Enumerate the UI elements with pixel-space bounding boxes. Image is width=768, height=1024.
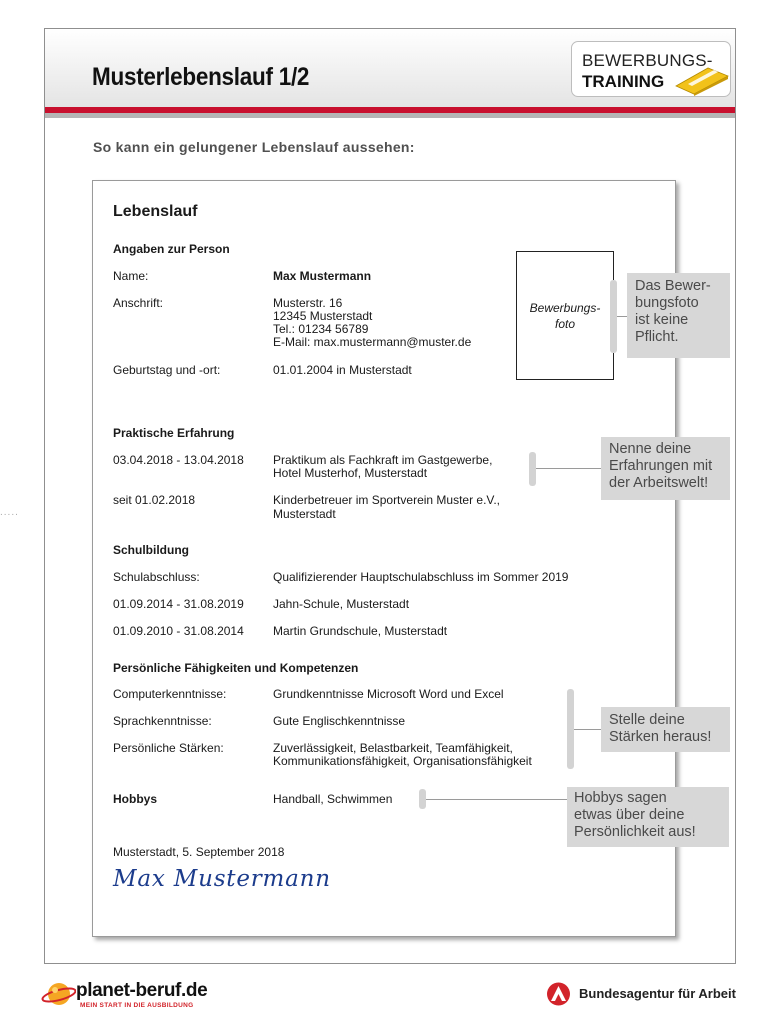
- note-connector-strengths: [574, 729, 601, 730]
- planet-beruf-logo: [40, 978, 240, 1010]
- note-line: Pflicht.: [635, 329, 679, 345]
- note-hobbies: [567, 787, 729, 847]
- note-strengths: [601, 707, 730, 752]
- note-line: bungsfoto: [635, 295, 699, 311]
- note-line: ist keine: [635, 312, 689, 328]
- school-value: Jahn-Schule, Musterstadt: [273, 597, 410, 611]
- note-line: Erfahrungen mit: [609, 458, 713, 474]
- hobbies-label: Hobbys: [113, 792, 158, 806]
- birth-value: 01.01.2004 in Musterstadt: [273, 363, 412, 377]
- address-label: Anschrift:: [113, 296, 164, 310]
- experience-description: Hotel Musterhof, Musterstadt: [273, 466, 428, 480]
- cv-title: Lebenslauf: [113, 203, 198, 220]
- bundesagentur-name: Bundesagentur für Arbeit: [579, 986, 736, 1001]
- logo-line-1: BEWERBUNGS-: [582, 51, 713, 70]
- margin-dots: .....: [0, 507, 19, 518]
- experience-date: 03.04.2018 - 13.04.2018: [113, 453, 244, 467]
- computer-skills-label: Computerkenntnisse:: [113, 687, 227, 701]
- computer-skills-value: Grundkenntnisse Microsoft Word und Excel: [273, 687, 504, 701]
- planet-beruf-name: planet-beruf.de: [76, 980, 208, 1001]
- note-experience: [601, 437, 730, 500]
- section-heading-experience: Praktische Erfahrung: [113, 426, 235, 440]
- place-date: Musterstadt, 5. September 2018: [113, 845, 285, 859]
- birth-label: Geburtstag und -ort:: [113, 363, 221, 377]
- school-value: Martin Grundschule, Musterstadt: [273, 624, 448, 638]
- experience-date: seit 01.02.2018: [113, 493, 196, 507]
- intro-text: So kann ein gelungener Lebenslauf aussehen:: [93, 139, 415, 155]
- note-bracket-experience: [529, 452, 536, 486]
- hobbies-value: Handball, Schwimmen: [273, 792, 393, 806]
- name-label: Name:: [113, 269, 149, 283]
- note-line: Hobbys sagen: [574, 790, 667, 806]
- note-line: Persönlichkeit aus!: [574, 824, 696, 840]
- note-line: etwas über deine: [574, 807, 685, 823]
- strengths-value: Zuverlässigkeit, Belastbarkeit, Teamfähigkeit,: [273, 741, 513, 755]
- header-grey-stripe: [45, 113, 735, 118]
- name-value: Max Mustermann: [273, 269, 372, 283]
- section-heading-skills: Persönliche Fähigkeiten und Kompetenzen: [113, 661, 359, 675]
- note-line: der Arbeitswelt!: [609, 475, 709, 491]
- address-line: Musterstr. 16: [273, 296, 343, 310]
- bundesagentur-icon: [545, 982, 572, 1006]
- phone-line: Tel.: 01234 56789: [273, 322, 369, 336]
- note-bracket-photo: [610, 280, 617, 353]
- note-bracket-hobbies: [419, 789, 426, 809]
- notepad-icon: [672, 64, 730, 96]
- planet-beruf-tagline: MEIN START IN DIE AUSBILDUNG: [80, 1002, 194, 1009]
- photo-label-line: foto: [554, 317, 575, 331]
- note-connector-photo: [617, 316, 627, 317]
- language-skills-value: Gute Englischkenntnisse: [273, 714, 406, 728]
- photo-label-line: Bewerbungs-: [529, 301, 601, 315]
- section-heading-school: Schulbildung: [113, 543, 189, 557]
- strengths-value: Kommunikationsfähigkeit, Organisationsfähigkeit: [273, 754, 532, 768]
- section-heading-person: Angaben zur Person: [113, 242, 230, 256]
- note-photo: [627, 273, 730, 358]
- note-connector-experience: [536, 468, 601, 469]
- note-line: Nenne deine: [609, 441, 692, 457]
- school-label: 01.09.2014 - 31.08.2019: [113, 597, 244, 611]
- note-connector-hobbies: [426, 799, 567, 800]
- experience-description: Praktikum als Fachkraft im Gastgewerbe,: [273, 453, 493, 467]
- language-skills-label: Sprachkenntnisse:: [113, 714, 212, 728]
- bewerbungstraining-logo: [571, 41, 731, 97]
- page-title: Musterlebenslauf 1/2: [92, 63, 310, 91]
- school-value: Qualifizierender Hauptschulabschluss im Sommer 2019: [273, 570, 569, 584]
- experience-description: Musterstadt: [273, 507, 336, 521]
- address-line: 12345 Musterstadt: [273, 309, 373, 323]
- photo-placeholder: [516, 251, 614, 380]
- email-line: E-Mail: max.mustermann@muster.de: [273, 335, 472, 349]
- school-label: Schulabschluss:: [113, 570, 200, 584]
- signature: Max Mustermann: [113, 866, 331, 892]
- note-line: Stelle deine: [609, 712, 685, 728]
- school-label: 01.09.2010 - 31.08.2014: [113, 624, 244, 638]
- logo-line-2: TRAINING: [582, 72, 665, 91]
- strengths-label: Persönliche Stärken:: [113, 741, 224, 755]
- planet-icon: [40, 978, 76, 1008]
- experience-description: Kinderbetreuer im Sportverein Muster e.V.,: [273, 493, 500, 507]
- note-line: Stärken heraus!: [609, 729, 712, 745]
- note-bracket-strengths: [567, 689, 574, 769]
- note-line: Das Bewer-: [635, 278, 711, 294]
- photo-label: [517, 300, 613, 332]
